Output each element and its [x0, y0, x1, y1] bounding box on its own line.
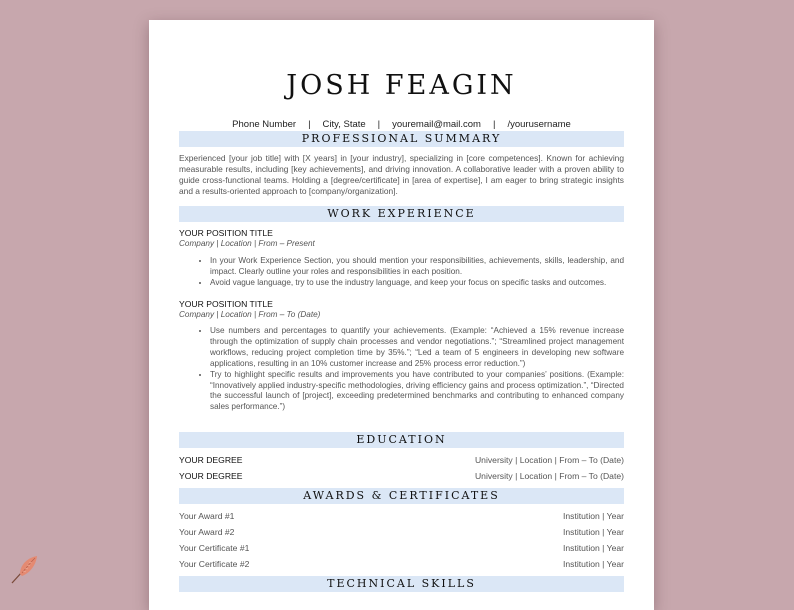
award-name: Your Certificate #1 [179, 543, 250, 553]
award-details: Institution | Year [563, 511, 624, 521]
award-row [179, 543, 624, 553]
section-header-awards: AWARDS & CERTIFICATES [179, 488, 624, 504]
award-details: Institution | Year [563, 527, 624, 537]
resume-name: JOSH FEAGIN [286, 70, 517, 101]
job-bullets [179, 326, 624, 413]
job-subtitle: Company | Location | From – To (Date) [179, 310, 321, 319]
education-degree: YOUR DEGREE [179, 455, 243, 465]
award-name: Your Certificate #2 [179, 559, 250, 569]
contact-separator: | [377, 119, 381, 130]
job-subtitle: Company | Location | From – Present [179, 239, 315, 248]
section-header-work: WORK EXPERIENCE [179, 206, 624, 222]
job-bullet: • In your Work Experience Section, you should mention your responsibilities, achievements, skills, leadership, and impact. Clearly outline your roles and responsibilities in each position. [210, 256, 624, 278]
contact-location: City, State [322, 119, 366, 130]
job-bullets [179, 256, 624, 289]
award-details: Institution | Year [563, 559, 624, 569]
award-name: Your Award #2 [179, 527, 235, 537]
contact-line [149, 119, 654, 130]
contact-email: youremail@mail.com [392, 119, 481, 130]
job-bullet: • Use numbers and percentages to quantify your achievements. (Example: “Achieved a 15% revenue increase through the optimization of supply chain processes and vendor negotiations.”; “Streamlined project management workflows, reducing project completion time by 35%.”; “Led a team of 5 engineers in developing new software applications, resulting in an 10% customer increase and 25% process error reduction.”) [210, 326, 624, 370]
education-details: University | Location | From – To (Date) [474, 471, 624, 481]
award-row [179, 559, 624, 569]
resume-page [149, 20, 654, 610]
section-header-education: EDUCATION [179, 432, 624, 448]
contact-separator: | [492, 119, 496, 130]
award-name: Your Award #1 [179, 511, 235, 521]
section-header-summary: PROFESSIONAL SUMMARY [179, 131, 624, 147]
education-degree: YOUR DEGREE [179, 471, 243, 481]
job-bullet: • Try to highlight specific results and improvements you have contributed to your companies’ positions. (Example: “Innovatively applied industry-specific methodologies, driving efficiency gains and process optimization.”, “Directed the successful launch of [project], exceeding predetermined benchmarks and contributing to enhanced company sales performance.”) [210, 370, 624, 414]
award-row [179, 527, 624, 537]
job-bullet: • Avoid vague language, try to use the industry language, and keep your focus on specific tasks and outcomes. [210, 278, 624, 289]
education-details: University | Location | From – To (Date) [474, 455, 624, 465]
education-row [179, 471, 624, 481]
education-row [179, 455, 624, 465]
contact-phone: Phone Number [232, 119, 297, 130]
contact-separator: | [308, 119, 311, 130]
award-details: Institution | Year [563, 543, 624, 553]
section-header-skills: TECHNICAL SKILLS [179, 576, 624, 592]
job-title: YOUR POSITION TITLE [179, 299, 273, 309]
contact-username: /yourusername [507, 119, 571, 130]
summary-text: Experienced [your job title] with [X years] in [your industry], specializing in [core competences]. Known for achieving measurable results, including [key achievements], and driving innovation. A collaborative leader with a proven ability to guide cross-functional teams. Holding a [degree/certificate] in [area of expertise], I am eager to bring strategic insights and a results-oriented approach to [company/organization]. [179, 153, 624, 196]
job-title: YOUR POSITION TITLE [179, 228, 273, 238]
feather-icon [8, 552, 42, 586]
award-row [179, 511, 624, 521]
